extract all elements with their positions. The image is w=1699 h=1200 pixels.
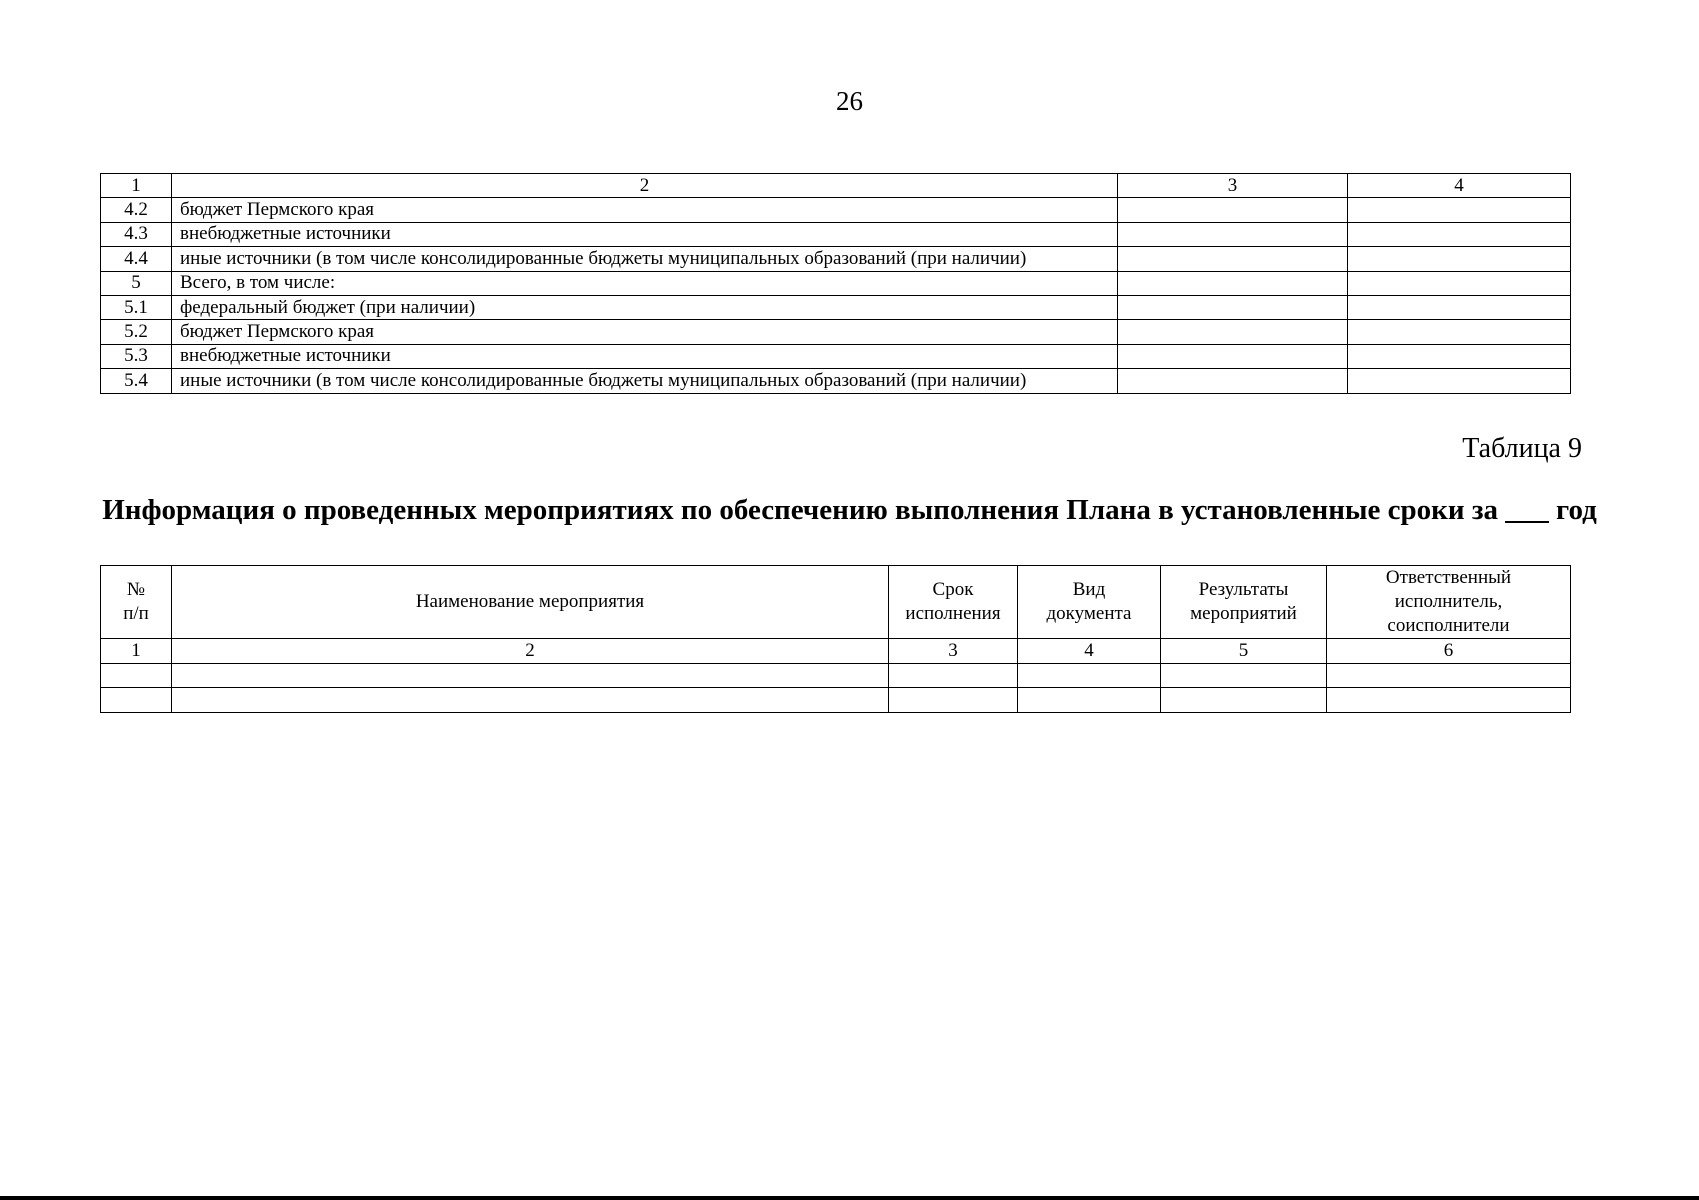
row-cell [1348, 271, 1571, 295]
row-number: 4.3 [101, 222, 172, 246]
table-header-row [101, 174, 1571, 198]
activities-table [100, 565, 1571, 713]
row-number: 4.4 [101, 247, 172, 271]
row-cell [1118, 344, 1348, 368]
row-name: внебюджетные источники [172, 344, 1118, 368]
row-cell [1118, 295, 1348, 319]
row-cell [172, 663, 889, 688]
header-line: исполнения [905, 603, 1001, 624]
header-line: исполнитель, [1394, 591, 1503, 612]
column-number: 6 [1327, 639, 1571, 664]
row-cell [1348, 198, 1571, 222]
row-number: 5.4 [101, 369, 172, 393]
column-number: 4 [1018, 639, 1161, 664]
header-line: Ответственный [1385, 567, 1512, 588]
table-row [101, 688, 1571, 713]
row-cell [1161, 688, 1327, 713]
row-cell [101, 663, 172, 688]
row-cell [1327, 663, 1571, 688]
row-cell [1348, 369, 1571, 393]
header-line: документа [1046, 603, 1132, 624]
header-responsible [1327, 566, 1571, 639]
row-cell [1348, 222, 1571, 246]
row-cell [1348, 320, 1571, 344]
row-name: Всего, в том числе: [172, 271, 1118, 295]
table-row [101, 295, 1571, 319]
row-name: иные источники (в том числе консолидированные бюджеты муниципальных образований (при наличии) [172, 369, 1118, 393]
column-number: 1 [101, 639, 172, 664]
header-line: № [126, 579, 146, 600]
row-cell [1348, 247, 1571, 271]
row-cell [1018, 663, 1161, 688]
table-row [101, 222, 1571, 246]
row-name: бюджет Пермского края [172, 320, 1118, 344]
funding-sources-table [100, 173, 1571, 394]
row-name: иные источники (в том числе консолидированные бюджеты муниципальных образований (при наличии) [172, 247, 1118, 271]
column-number: 2 [172, 639, 889, 664]
row-cell [172, 688, 889, 713]
row-cell [1327, 688, 1571, 713]
header-results [1161, 566, 1327, 639]
row-cell [1161, 663, 1327, 688]
header-document-type [1018, 566, 1161, 639]
page-number: 26 [836, 86, 863, 116]
row-cell [1348, 295, 1571, 319]
header-deadline [889, 566, 1018, 639]
row-number: 4.2 [101, 198, 172, 222]
header-line: Наименование мероприятия [415, 591, 645, 612]
header-activity-name [172, 566, 889, 639]
column-number-4: 4 [1348, 174, 1571, 198]
row-number: 5 [101, 271, 172, 295]
table-row [101, 271, 1571, 295]
header-line: мероприятий [1190, 603, 1297, 624]
row-cell [1348, 344, 1571, 368]
row-cell [1118, 198, 1348, 222]
table-row [101, 344, 1571, 368]
table-header-row [101, 566, 1571, 639]
row-number: 5.3 [101, 344, 172, 368]
table-row [101, 369, 1571, 393]
row-cell [1118, 222, 1348, 246]
table-row [101, 320, 1571, 344]
column-number: 5 [1161, 639, 1327, 664]
column-number-2: 2 [172, 174, 1118, 198]
table-row [101, 198, 1571, 222]
row-number: 5.2 [101, 320, 172, 344]
section-title: Информация о проведенных мероприятиях по обеспечению выполнения Плана в установленные сроки за ___ год [102, 494, 1597, 526]
row-cell [1118, 271, 1348, 295]
row-cell [889, 663, 1018, 688]
row-cell [1118, 247, 1348, 271]
row-name: федеральный бюджет (при наличии) [172, 295, 1118, 319]
row-number: 5.1 [101, 295, 172, 319]
header-number [101, 566, 172, 639]
row-name: внебюджетные источники [172, 222, 1118, 246]
row-cell [1018, 688, 1161, 713]
column-number: 3 [889, 639, 1018, 664]
row-cell [889, 688, 1018, 713]
table-row [101, 663, 1571, 688]
row-name: бюджет Пермского края [172, 198, 1118, 222]
row-cell [101, 688, 172, 713]
column-numbers-row [101, 639, 1571, 664]
header-line: соисполнители [1387, 615, 1510, 636]
table-caption: Таблица 9 [1462, 433, 1582, 464]
header-line: Результаты [1198, 579, 1289, 600]
page-bottom-edge [0, 1196, 1699, 1200]
header-line: п/п [123, 603, 149, 624]
table-row [101, 247, 1571, 271]
column-number-1: 1 [101, 174, 172, 198]
row-cell [1118, 369, 1348, 393]
header-line: Вид [1072, 579, 1106, 600]
column-number-3: 3 [1118, 174, 1348, 198]
row-cell [1118, 320, 1348, 344]
header-line: Срок [932, 579, 974, 600]
